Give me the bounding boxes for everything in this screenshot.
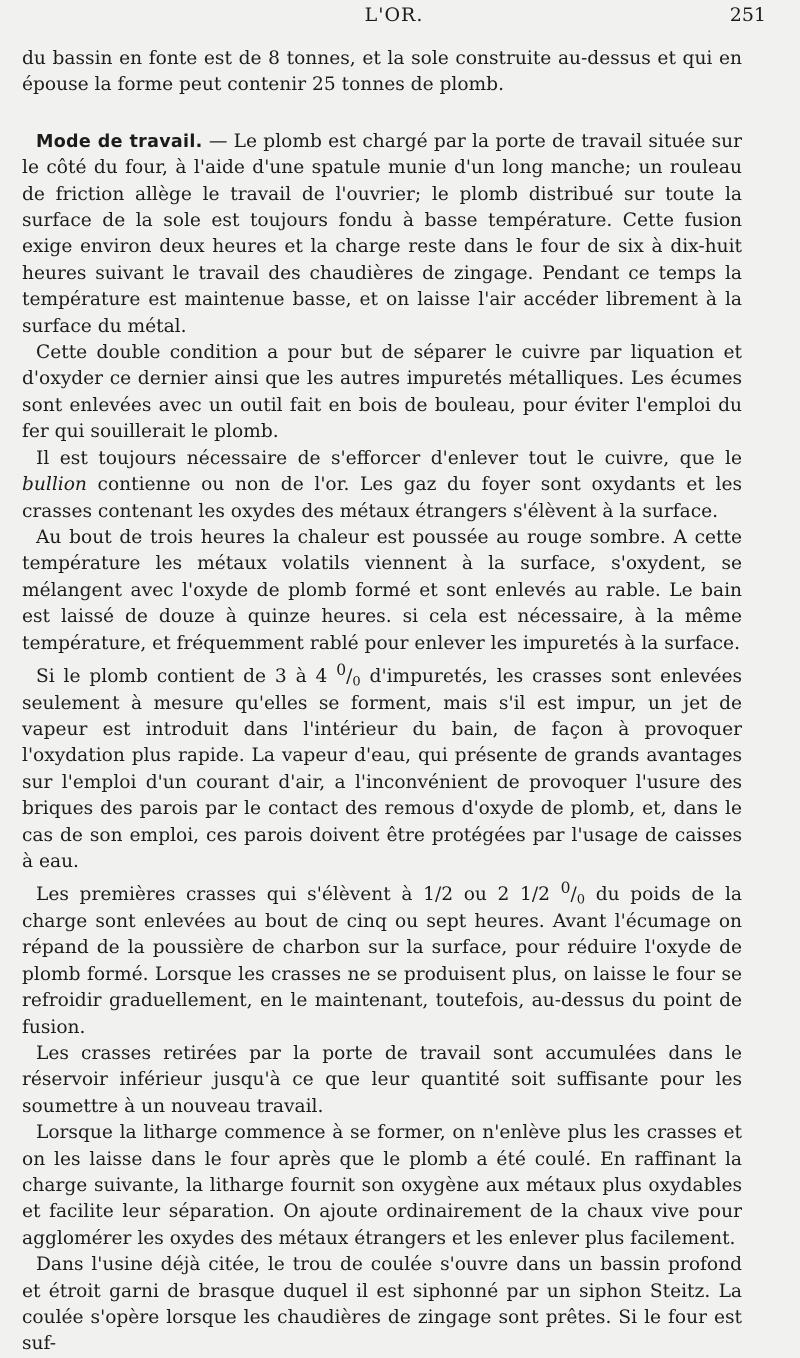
paragraph: Cette double condition a pour but de séparer le cuivre par liquation et d'oxyder ce dernier ainsi que les autres impuretés métalliques. Les écumes sont enlevées avec un outil fait en bois de bouleau, pour éviter l'emploi du fer qui souillerait le plomb. (22, 342, 742, 443)
paragraph-text: du poids de la charge sont enlevées au bout de cinq ou sept heures. Avant l'écumage on répand de la poussière de charbon sur la surface, pour réduire l'oxyde de plomb formé. Lorsque les crasses ne se produisent plus, on laisse le four se refroidir graduellement, en le maintenant, toutefois, au-dessus du point de fusion. (22, 884, 742, 1038)
section-heading: Mode de travail. (36, 131, 203, 152)
paragraph-mode-de-travail (22, 129, 742, 340)
paragraph: Dans l'usine déjà citée, le trou de coulée s'ouvre dans un bassin profond et étroit garni de brasque duquel il est siphonné par un siphon Steitz. La coulée s'opère lorsque les chaudières de zingage sont prêtes. Si le four est suf- (22, 1254, 742, 1355)
paragraph: Les crasses retirées par la porte de travail sont accumulées dans le réservoir inférieur jusqu'à ce que leur quantité soit suffisante pour les soumettre à un nouveau travail. (22, 1043, 742, 1117)
percent-sign-slash: / (346, 666, 353, 688)
paragraph (22, 657, 742, 875)
paragraph-text: Si le plomb contient de 3 à 4 (36, 666, 337, 688)
percent-sign-bottom: 0 (352, 674, 361, 690)
body-text (22, 46, 742, 1358)
percent-sign-slash: / (570, 884, 577, 906)
page-number: 251 (729, 4, 766, 26)
italic-term: bullion (22, 474, 87, 496)
paragraph: Au bout de trois heures la chaleur est poussée au rouge sombre. A cette température les métaux volatils viennent à la surface, s'oxydent, se mélangent avec l'oxyde de plomb formé et sont enlevés au rable. Le bain est laissé de douze à quinze heures. si cela est nécessaire, à la même température, et fréquemment rablé pour enlever les impuretés à la surface. (22, 526, 742, 654)
paragraph-text: contienne ou non de l'or. Les gaz du foyer sont oxydants et les crasses contenant les oxydes des métaux étrangers s'élèvent à la surface. (22, 474, 742, 522)
paragraph-continuation: du bassin en fonte est de 8 tonnes, et la sole construite au-dessus et qui en épouse la forme peut contenir 25 tonnes de plomb. (22, 48, 742, 96)
running-header (22, 4, 766, 34)
paragraph (22, 875, 742, 1041)
percent-sign-top: 0 (560, 879, 571, 898)
percent-sign-top: 0 (336, 660, 347, 679)
paragraph: Lorsque la litharge commence à se former, on n'enlève plus les crasses et on les laisse dans le four après que le plomb a été coulé. En raffinant la charge suivante, la litharge fournit son oxygène aux métaux plus oxydables et facilite leur séparation. On ajoute ordinairement de la chaux vive pour agglomérer les oxydes des métaux étrangers et les enlever plus facilement. (22, 1122, 742, 1249)
percent-sign-bottom: 0 (576, 892, 586, 908)
paragraph (22, 446, 742, 525)
paragraph-text: Les premières crasses qui s'élèvent à 1/2 ou 2 1/2 (36, 884, 561, 906)
paragraph-text: — Le plomb est chargé par la porte de travail située sur le côté du four, à l'aide d'une spatule munie d'un long manche; un rouleau de friction allège le travail de l'ouvrier; le plomb distribué sur toute la surface de la sole est toujours fondu à basse température. Cette fusion exige environ deux heures et la charge reste dans le four de six à dix-huit heures suivant le travail des chaudières de zingage. Pendant ce temps la température est maintenue basse, et on laisse l'air accéder librement à la surface du métal. (22, 130, 742, 337)
paragraph-text: d'impuretés, les crasses sont enlevées seulement à mesure qu'elles se forment, mais s'il est impur, un jet de vapeur est introduit dans l'intérieur du bain, de façon à provoquer l'oxydation plus rapide. La vapeur d'eau, qui présente de grands avantages sur l'emploi d'un courant d'air, a l'inconvénient de provoquer l'usure des briques des parois par le contact des remous d'oxyde de plomb, et, dans le cas de son emploi, ces parois doivent être protégées par l'usage de caisses à eau. (22, 666, 742, 872)
running-title: L'OR. (364, 4, 424, 26)
paragraph-text: Il est toujours nécessaire de s'efforcer d'enlever tout le cuivre, que le (36, 447, 742, 469)
